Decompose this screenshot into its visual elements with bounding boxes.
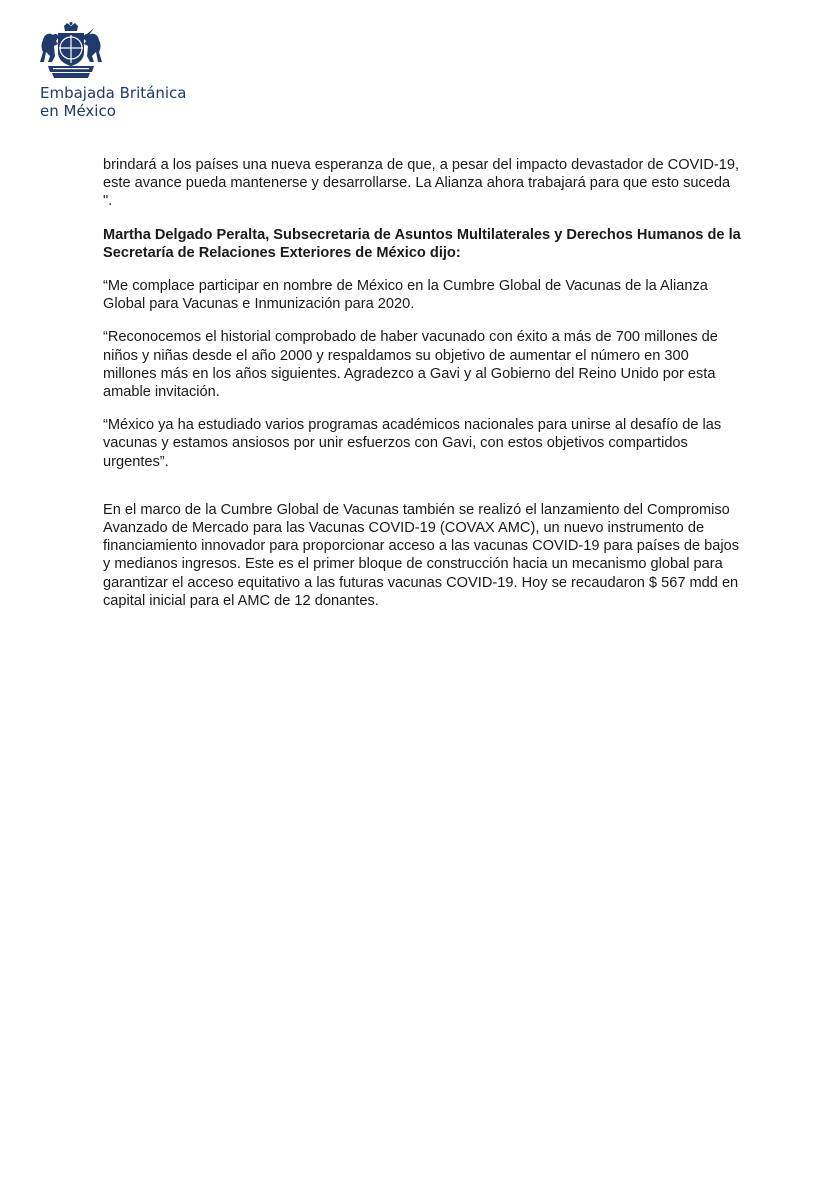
embassy-name-line2: en México: [40, 102, 116, 120]
speaker-heading: Martha Delgado Peralta, Subsecretaria de Asuntos Multilaterales y Derechos Humanos de la Secretaría de Relaciones Exteriores de México dijo:: [103, 226, 741, 261]
quote-paragraph-2: “Reconocemos el historial comprobado de haber vacunado con éxito a más de 700 millones de niños y niñas desde el año 2000 y respaldamos su objetivo de aumentar el número en 300 millones más en los años siguientes. Agradezco a Gavi y al Gobierno del Reino Unido por esta amable invitación.: [103, 329, 718, 401]
document-body: [103, 156, 743, 625]
embassy-name: [40, 84, 186, 120]
covax-paragraph: En el marco de la Cumbre Global de Vacunas también se realizó el lanzamiento del Compromiso Avanzado de Mercado para las Vacunas COVID-19 (COVAX AMC), un nuevo instrumento de financiamiento innovador para proporcionar acceso a las vacunas COVID-19 para países de bajos y medianos ingresos. Este es el primer bloque de construcción hacia un mecanismo global para garantizar el acceso equitativo a las futuras vacunas COVID-19. Hoy se recaudaron $ 567 mdd en capital inicial para el AMC de 12 donantes.: [103, 501, 740, 609]
embassy-name-line1: Embajada Británica: [40, 84, 187, 102]
coat-of-arms-icon: [38, 22, 104, 80]
quote-paragraph-1: “Me complace participar en nombre de México en la Cumbre Global de Vacunas de la Alianza Global para Vacunas e Inmunización para 2020.: [103, 278, 708, 313]
quote-paragraph-3: “México ya ha estudiado varios programas académicos nacionales para unirse al desafío de las vacunas y estamos ansiosos por unir esfuerzos con Gavi, con estos objetivos compartidos urgentes”.: [103, 417, 722, 470]
paragraph-continuation: brindará a los países una nueva esperanza de que, a pesar del impacto devastador de COVID-19, este avance pueda mantenerse y desarrollarse. La Alianza ahora trabajará para que esto suceda ".: [103, 157, 740, 210]
